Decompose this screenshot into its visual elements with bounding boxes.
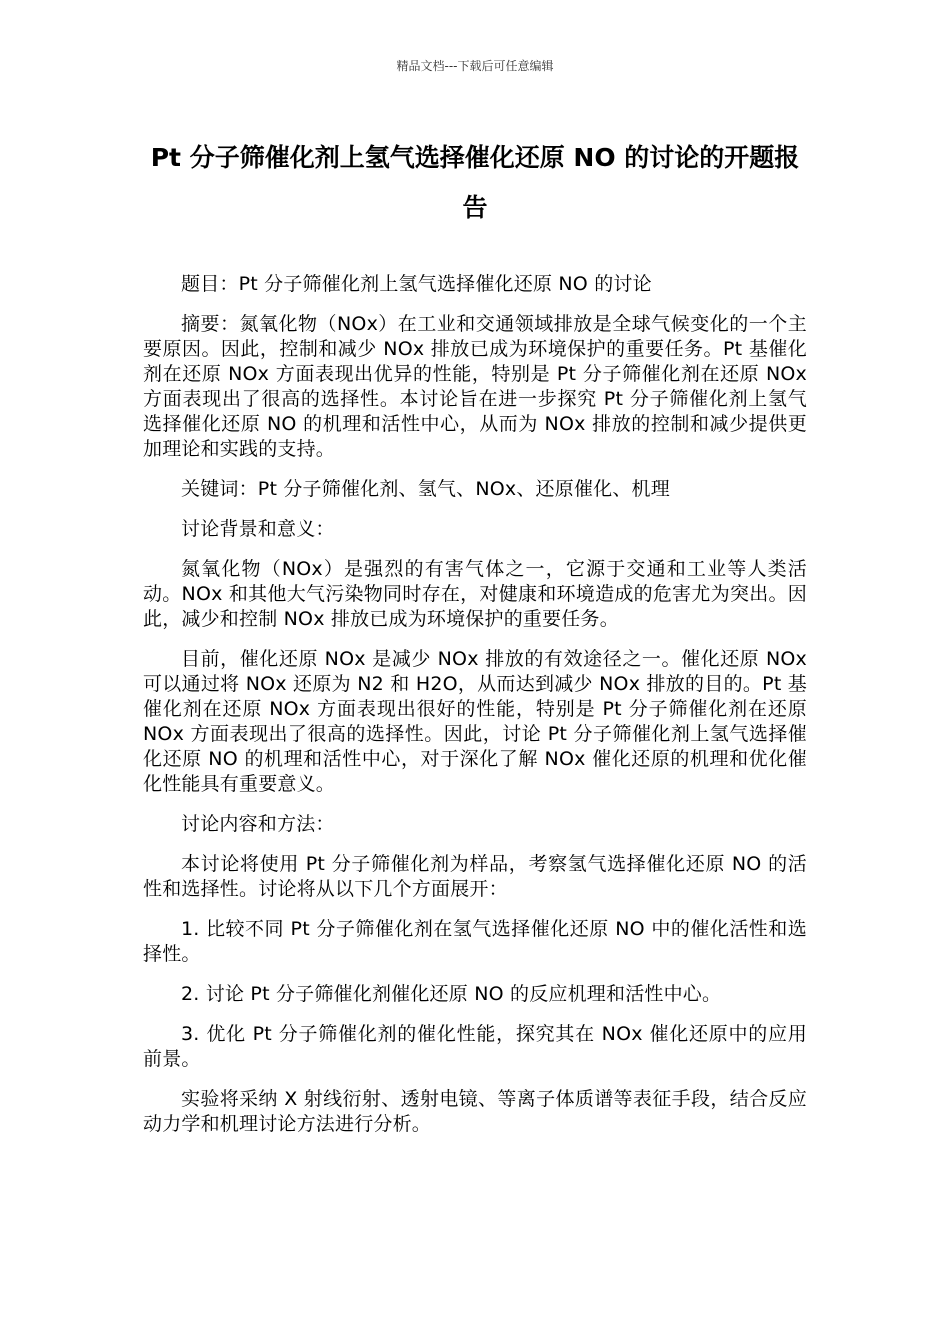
- paragraph-keywords: 关键词：Pt 分子筛催化剂、氢气、NOx、还原催化、机理: [181, 478, 670, 500]
- paragraph-methods-intro: 本讨论将使用 Pt 分子筛催化剂为样品，考察氢气选择催化还原 NO 的活性和选择性。讨论将从以下几个方面展开：: [143, 853, 807, 900]
- section-heading-methods: 讨论内容和方法：: [181, 813, 335, 835]
- paragraph-abstract: 摘要：氮氧化物（NOx）在工业和交通领域排放是全球气候变化的一个主要原因。因此，控制和减少 NOx 排放已成为环境保护的重要任务。Pt 基催化剂在还原 NOx 方面表现出优异的性能，特别是 Pt 分子筛催化剂在还原 NOx 方面表现出了很高的选择性。本讨论旨在进一步探究 Pt 分子筛催化剂上氢气选择催化还原 NO 的机理和活性中心，从而为 NOx 排放的控制和减少提供更加理论和实践的支持。: [143, 313, 807, 460]
- list-item-1: 1. 比较不同 Pt 分子筛催化剂在氢气选择催化还原 NO 中的催化活性和选择性。: [143, 918, 807, 965]
- list-item-2: 2. 讨论 Pt 分子筛催化剂催化还原 NO 的反应机理和活性中心。: [181, 983, 722, 1005]
- document-body: [143, 272, 807, 1152]
- paragraph-background-2: 目前，催化还原 NOx 是减少 NOx 排放的有效途径之一。催化还原 NOx 可以通过将 NOx 还原为 N2 和 H2O，从而达到减少 NOx 排放的目的。Pt 基催化剂在还原 NOx 方面表现出很好的性能，特别是 Pt 分子筛催化剂在还原 NOx 方面表现出了很高的选择性。因此，讨论 Pt 分子筛催化剂上氢气选择催化还原 NO 的机理和活性中心，对于深化了解 NOx 催化还原的机理和优化催化性能具有重要意义。: [143, 648, 807, 795]
- header-note: 精品文档---下载后可任意编辑: [396, 59, 554, 73]
- paragraph-topic: 题目：Pt 分子筛催化剂上氢气选择催化还原 NO 的讨论: [181, 273, 652, 295]
- paragraph-experiment: 实验将采纳 X 射线衍射、透射电镜、等离子体质谱等表征手段，结合反应动力学和机理讨论方法进行分析。: [143, 1088, 807, 1135]
- section-heading-background: 讨论背景和意义：: [181, 518, 335, 540]
- list-item-3: 3. 优化 Pt 分子筛催化剂的催化性能，探究其在 NOx 催化还原中的应用前景。: [143, 1023, 807, 1070]
- paragraph-background-1: 氮氧化物（NOx）是强烈的有害气体之一，它源于交通和工业等人类活动。NOx 和其他大气污染物同时存在，对健康和环境造成的危害尤为突出。因此，减少和控制 NOx 排放已成为环境保护的重要任务。: [143, 558, 807, 630]
- document-title: Pt 分子筛催化剂上氢气选择催化还原 NO 的讨论的开题报告: [150, 143, 800, 222]
